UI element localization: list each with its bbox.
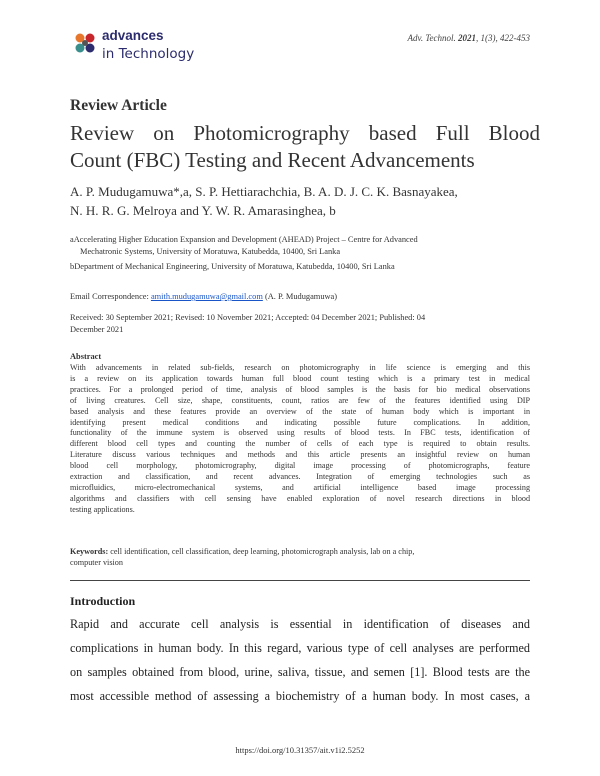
journal-name: Adv. Technol. (407, 33, 456, 43)
abstract-body (70, 363, 530, 516)
abstract-line: With advancements in related sub-fields, research on photomicrography in life science is emerging and this (70, 363, 530, 372)
author-list (70, 182, 540, 220)
introduction-line: on samples obtained from blood, urine, saliva, tissue, and semen [1]. Blood tests are the (70, 665, 530, 679)
affiliation-b: bDepartment of Mechanical Engineering, University of Moratuwa, Katubedda, 10400, Sri Lanka (70, 262, 395, 271)
section-divider (70, 580, 530, 581)
abstract-line: extraction and classification, and recent advances. Integration of emerging technologies such as (70, 472, 530, 482)
keywords-label: Keywords: (70, 547, 109, 556)
abstract-line: is a review on its application towards human full blood count testing which is a primary test in medical (70, 373, 530, 383)
introduction-heading: Introduction (70, 594, 136, 608)
email-correspondence (70, 291, 540, 303)
logo-mark-icon (72, 30, 98, 56)
email-link[interactable]: amith.mudugamuwa@gmail.com (150, 292, 263, 301)
authors-line-1: A. P. Mudugamuwa*,a, S. P. Hettiarachchia, B. A. D. J. C. K. Basnayakea, (70, 184, 458, 199)
abstract-line: functionality of the immune system is observed using results of blood tests. In FBC tests, identification of (70, 428, 530, 438)
journal-citation (408, 33, 531, 43)
affiliation-a-line-1: aAccelerating Higher Education Expansion and Development (AHEAD) Project – Centre for Advanced (70, 235, 418, 244)
keywords-line-1: cell identification, cell classification, deep learning, photomicrograph analysis, lab on a chip, (108, 547, 415, 556)
keywords (70, 546, 530, 568)
title-line-1: Review on Photomicrography based Full Blood (70, 121, 540, 145)
abstract-line: of living creatures. Cell size, shape, constituents, count, ratios are few of the features identified using DIP (70, 395, 530, 405)
introduction-line: Rapid and accurate cell analysis is essential in identification of diseases and (70, 617, 530, 631)
journal-logo (72, 26, 222, 66)
dates-line-1: Received: 30 September 2021; Revised: 10 November 2021; Accepted: 04 December 2021; Published: 04 (70, 313, 426, 322)
introduction-body (70, 612, 530, 708)
abstract-line: different blood cell types and counting the number of cells of each type is required to obtain results. (70, 439, 530, 449)
logo-line1: advances (102, 28, 164, 43)
title-line-2: Count (FBC) Testing and Recent Advancements (70, 148, 475, 172)
abstract-heading: Abstract (70, 352, 102, 361)
abstract-line: microfluidics, micro-electromechanical systems, and artificial intelligence based image processing (70, 482, 530, 492)
logo-line2: in Technology (102, 46, 195, 62)
abstract-line: testing applications. (70, 504, 135, 514)
authors-line-2: N. H. R. G. Melroya and Y. W. R. Amarasinghea, b (70, 203, 336, 218)
dates-line-2: December 2021 (70, 325, 124, 334)
article-type-label: Review Article (70, 97, 167, 114)
introduction-line: most accessible method of assessing a biochemistry of a human body. In most cases, a (70, 689, 530, 703)
journal-year: 2021 (458, 33, 476, 43)
abstract-line: based analysis and these features provide an overview of the state of human body which is important in (70, 406, 530, 416)
abstract-line: practices. For a prolonged period of time, analysis of blood samples is the basis for bio medical observations (70, 384, 530, 394)
abstract-line: algorithms and classifiers with cell sensing have enabled exploration of novel research directions in blood (70, 493, 530, 503)
abstract-line: identifying present medical conditions and indicating possible future complications. In addition, (70, 417, 530, 427)
email-person: (A. P. Mudugamuwa) (262, 292, 338, 301)
publication-dates (70, 312, 540, 336)
abstract-line: blood cell morphology, photomicrography, digital image processing of photomicrographs, feature (70, 461, 530, 471)
abstract-line: Literature discuss various techniques and methods and this article presents an insightful review on human (70, 450, 530, 460)
journal-volume: , 1(3), 422-453 (476, 33, 530, 43)
email-label: Email Correspondence: (70, 292, 151, 301)
keywords-line-2: computer vision (70, 558, 123, 567)
affiliation-a-line-2: Mechatronic Systems, University of Moratuwa, Katubedda, 10400, Sri Lanka (80, 247, 341, 256)
introduction-line: complications in human body. In this regard, various type of cell analyses are performed (70, 641, 530, 655)
affiliations (70, 234, 540, 273)
doi-footer[interactable]: https://doi.org/10.31357/ait.v1i2.5252 (235, 745, 365, 755)
article-title (70, 120, 540, 174)
